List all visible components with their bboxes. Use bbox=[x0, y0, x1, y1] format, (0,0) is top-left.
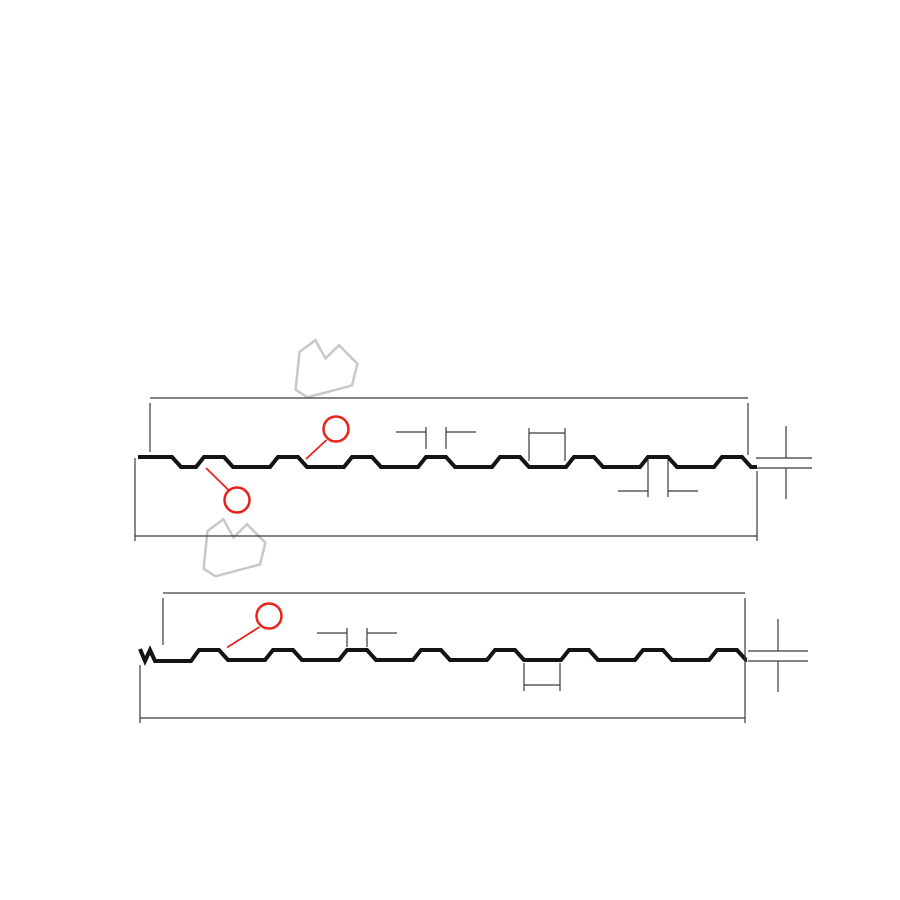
marker-a bbox=[206, 468, 250, 513]
cross-section-back bbox=[140, 593, 808, 723]
marker-r bbox=[227, 604, 282, 648]
dimension-lines bbox=[135, 398, 812, 541]
profile-outline bbox=[138, 457, 757, 467]
profile-outline bbox=[140, 649, 747, 661]
cross-section-front bbox=[135, 398, 812, 541]
marker-b bbox=[306, 417, 349, 460]
